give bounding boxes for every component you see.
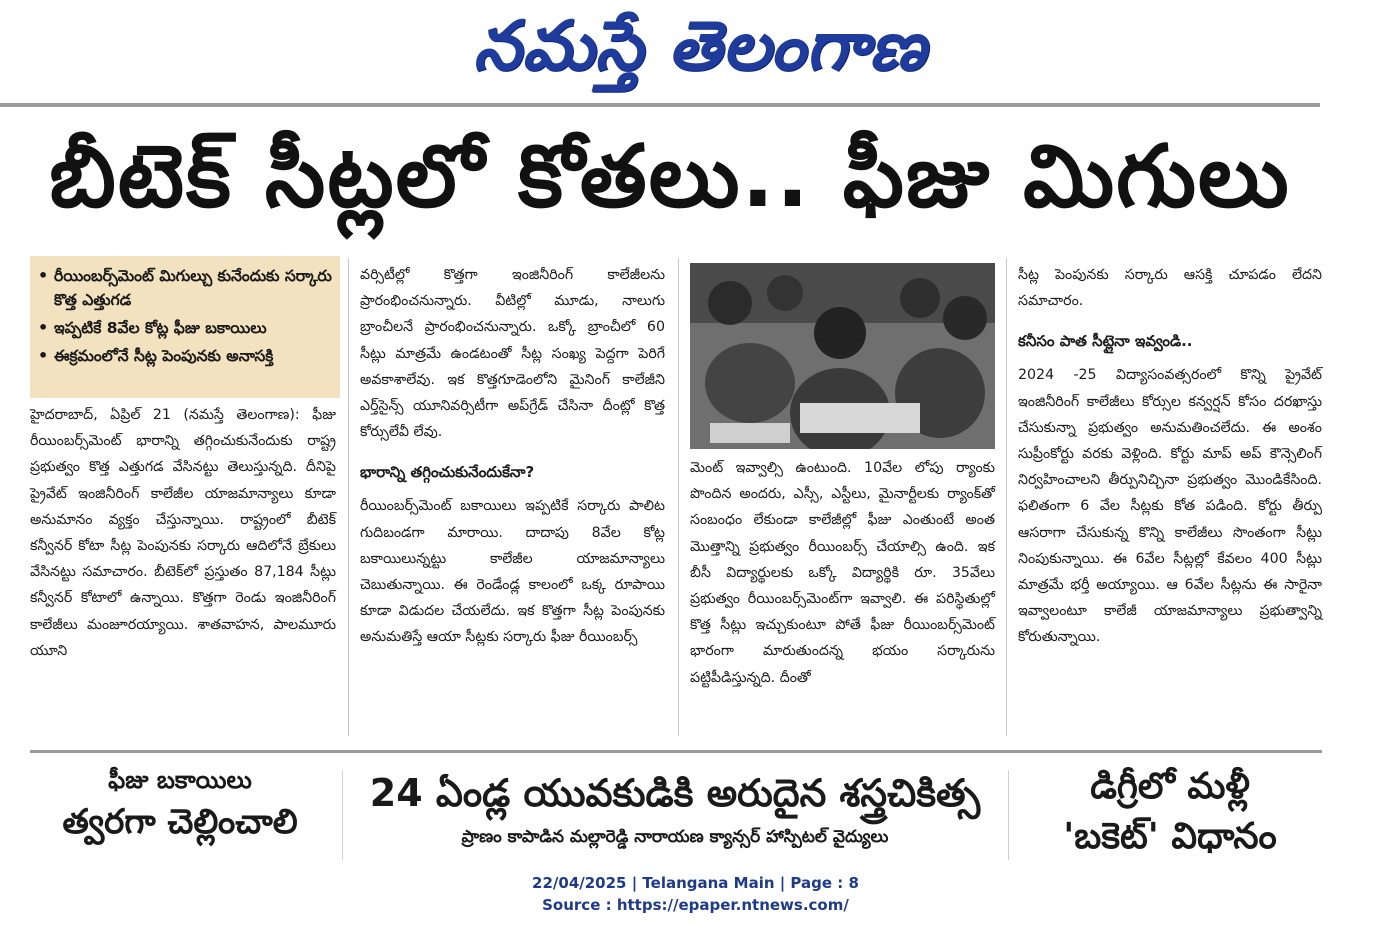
article-column-2 <box>360 262 665 651</box>
highlight-item <box>38 264 334 312</box>
highlight-text: ఇప్పటికే 8వేల కోట్ల ఫీజు బకాయిలు <box>54 319 267 337</box>
highlight-item <box>38 344 334 368</box>
teaser-headline: త్వరగా చెల్లించాలి <box>62 802 298 842</box>
headline: బీటెక్ సీట్లలో కోతలు.. ఫీజు మిగులు <box>49 127 1291 227</box>
bottom-rule <box>30 750 1322 753</box>
section-subheading: కనీసం పాత సీట్లైనా ఇవ్వండి.. <box>1018 332 1193 351</box>
bullet-icon: • <box>38 318 49 337</box>
article-column-4 <box>1018 262 1322 651</box>
teaser-bucket-system[interactable] <box>1020 762 1320 862</box>
highlights-box <box>30 256 340 398</box>
column-divider <box>348 258 349 736</box>
masthead-rule <box>0 103 1320 107</box>
column-divider <box>678 258 679 736</box>
highlights-list <box>30 256 340 368</box>
page-footer <box>0 872 1391 916</box>
highlight-text: ఈక్రమంలోనే సీట్ల పెంపునకు అనాసక్తి <box>54 347 274 365</box>
article-paragraph: 2024 -25 విద్యాసంవత్సరంలో కొన్ని ప్రైవేట్ ఇంజినీరింగ్ కాలేజీలు కోర్సుల కన్వర్షన్ కోసం దరఖాస్తు చేసుకున్నా ప్రభుత్వం అనుమతించలేదు. ఈ అంశం సుప్రీంకోర్టు వరకు వెళ్లింది. కోర్టు మాప్ అప్ కౌన్సెలింగ్ నిర్వహించాలని తీర్పునిచ్చినా ప్రభుత్వం మొండికేసింది. ఫలితంగా 6 వేల సీట్లకు కోత పడింది. కోర్టు తీర్పు ఆసరాగా చేసుకున్న కొన్ని కాలేజీలు సొంతంగా సీట్లు నింపుకున్నాయి. ఈ 6వేల సీట్లల్లో కేవలం 400 సీట్లు మాత్రమే భర్తీ అయ్యాయి. ఆ 6వేల సీట్లను ఈ సారైనా ఇవ్వాలంటూ కాలేజీ యాజమాన్యాలు ప్రభుత్వాన్ని కోరుతున్నాయి. <box>1018 367 1322 646</box>
students-photo <box>690 263 995 449</box>
bullet-icon: • <box>38 346 49 365</box>
teaser-kicker: ఫీజు బకాయిలు <box>108 766 252 794</box>
article-paragraph: రీయింబర్స్‌మెంట్ బకాయిలు ఇప్పటికే సర్కారు పాలిట గుదిబండగా మారాయి. దాదాపు 8వేల కోట్ల బకాయిలున్నట్టు కాలేజీల యాజమాన్యాలు చెబుతున్నాయి. ఈ రెండేండ్ల కాలంలో ఒక్క రూపాయి కూడా విడుదల చేయలేదు. ఇక కొత్తగా సీట్ల పెంపునకు అనుమతిస్తే ఆయా సీట్లకు సర్కారు ఫీజు రీయింబర్స్ <box>360 498 665 646</box>
highlight-text: రీయింబర్స్‌మెంట్ మిగుల్చు కునేందుకు సర్కారు కొత్త ఎత్తుగడ <box>54 267 332 309</box>
teaser-divider <box>342 770 343 860</box>
teaser-divider <box>1008 770 1009 860</box>
teaser-fee-arrears[interactable] <box>30 762 330 862</box>
footer-date-page: 22/04/2025 | Telangana Main | Page : 8 <box>532 874 859 892</box>
article-column-1 <box>30 402 336 664</box>
masthead <box>0 0 1391 100</box>
teaser-subheadline: ప్రాణం కాపాడిన మల్లారెడ్డి నారాయణ క్యాన్సర్ హాస్పిటల్ వైద్యులు <box>461 827 889 847</box>
article-column-3 <box>690 455 995 691</box>
teaser-headline-line1: డిగ్రీలో మళ్లీ <box>1090 766 1250 807</box>
column-divider <box>1006 258 1007 736</box>
article-paragraph: సీట్ల పెంపునకు సర్కారు ఆసక్తి చూపడం లేదని సమాచారం. <box>1018 267 1322 310</box>
students-photo-image <box>690 263 995 449</box>
bullet-icon: • <box>38 266 49 285</box>
article-paragraph: వర్సిటీల్లో కొత్తగా ఇంజినీరింగ్ కాలేజీలను ప్రారంభించనున్నారు. వీటిల్లో మూడు, నాలుగు బ్రాంచీలనే ప్రారంభించనున్నారు. ఒక్కో బ్రాంచీలో 60 సీట్లు మాత్రమే ఉండటంతో సీట్ల సంఖ్య పెద్దగా పెరిగే అవకాశాలేవు. ఇక కొత్తగూడెంలోని మైనింగ్ కాలేజీని ఎర్త్‌సైన్స్ యూనివర్సిటీగా అప్‌గ్రేడ్ చేసినా దీంట్లో కొత్త కోర్సులేవీ లేవు. <box>360 267 665 441</box>
teaser-headline: 24 ఏండ్ల యువకుడికి అరుదైన శస్త్రచికిత్స <box>369 771 981 815</box>
teaser-headline-line2: 'బకెట్' విధానం <box>1063 816 1277 857</box>
article-paragraph: హైదరాబాద్, ఏప్రిల్ 21 (నమస్తే తెలంగాణ): ఫీజు రీయింబర్స్‌మెంట్ భారాన్ని తగ్గించుకునేందుకు రాష్ట్ర ప్రభుత్వం కొత్త ఎత్తుగడ వేసినట్టు తెలుస్తున్నది. దీనిపై ప్రైవేట్ ఇంజినీరింగ్ కాలేజీల యాజమాన్యాలు కూడా అనుమానం వ్యక్తం చేస్తున్నాయి. రాష్ట్రంలో బీటెక్ కన్వీనర్ కోటా సీట్ల పెంపునకు సర్కారు ఆదిలోనే బ్రేకులు వేసినట్టు సమాచారం. బీటెక్‌లో ప్రస్తుతం 87,184 సీట్లు కన్వీనర్ కోటాలో ఉన్నాయి. కొత్తగా రెండు ఇంజినీరింగ్ కాలేజీలు మంజూరయ్యాయి. శాతవాహన, పాలమూరు యూని <box>30 407 336 659</box>
highlight-item <box>38 316 334 340</box>
footer-source[interactable]: Source : https://epaper.ntnews.com/ <box>542 896 849 914</box>
article-paragraph: మెంట్ ఇవ్వాల్సి ఉంటుంది. 10వేల లోపు ర్యాంకు పొందిన అందరు, ఎస్సీ, ఎస్టీలు, మైనార్టీలకు ర్యాంక్‌తో సంబంధం లేకుండా కాలేజీల్లో ఫీజు ఎంతుంటే అంత మొత్తాన్ని ప్రభుత్వం రీయింబర్స్ చేయాల్సి ఉంది. ఇక బీసీ విద్యార్థులకు ఒక్కో విద్యార్థికి రూ. 35వేలు ప్రభుత్వం రీయింబర్స్‌మెంట్‌గా ఇవ్వాలి. ఈ పరిస్థితుల్లో కొత్త సీట్లు ఇచ్చుకుంటూ పోతే ఫీజు రీయింబర్స్‌మెంట్ భారంగా మారుతుందన్న భయం సర్కారును పట్టిపీడిస్తున్నది. దీంతో <box>690 460 995 686</box>
masthead-logo: నమస్తే తెలంగాణ <box>473 7 927 86</box>
section-subheading: భారాన్ని తగ్గించుకునేందుకేనా? <box>360 463 535 482</box>
teaser-surgery[interactable] <box>350 765 1000 860</box>
